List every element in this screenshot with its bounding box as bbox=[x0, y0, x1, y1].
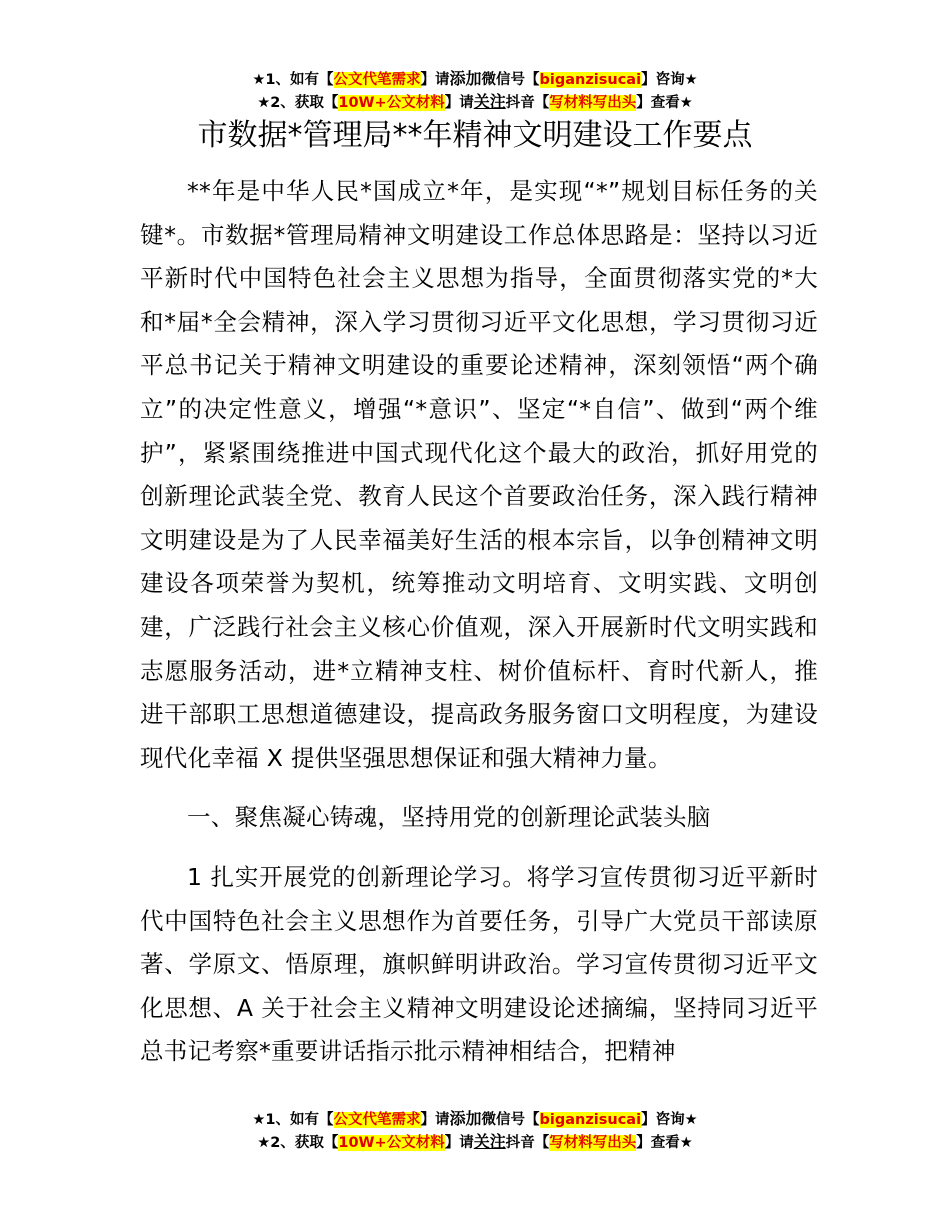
banner-text: 】请 bbox=[420, 1112, 450, 1128]
banner-line-2 bbox=[0, 91, 950, 114]
intro-paragraph: **年是中华人民*国成立*年，是实现“*”规划目标任务的关键*。市数据*管理局精神文明建设工作总体思路是：坚持以习近平新时代中国特色社会主义思想为指导，全面贯彻落实党的*大和*届*全会精神，深入学习贯彻习近平文化思想，学习贯彻习近平总书记关于精神文明建设的重要论述精神，深刻领悟“两个确立”的决定性意义，增强“*意识”、坚定“*自信”、做到“两个维护”，紧紧围绕推进中国式现代化这个最大的政治，抓好用党的创新理论武装全党、教育人民这个首要政治任务，深入践行精神文明建设是为了人民幸福美好生活的根本宗旨，以争创精神文明建设各项荣誉为契机，统筹推动文明培育、文明实践、文明创建，广泛践行社会主义核心价值观，深入开展新时代文明实践和志愿服务活动，进*立精神支柱、树价值标杆、育时代新人，推进干部职工思想道德建设，提高政务服务窗口文明程度，为建设现代化幸福 X 提供坚强思想保证和强大精神力量。 bbox=[140, 177, 818, 772]
banner-text: 微信号【 bbox=[481, 72, 540, 88]
banner-text: 】请 bbox=[444, 95, 474, 111]
banner-highlight: 10W+公文材料 bbox=[338, 1135, 445, 1151]
banner-emphasis: 添加 bbox=[449, 69, 482, 88]
banner-text: 微信号【 bbox=[481, 1112, 540, 1128]
banner-line-2 bbox=[0, 1131, 950, 1154]
banner-text: 抖音【 bbox=[505, 1135, 550, 1151]
banner-highlight: 10W+公文材料 bbox=[338, 95, 445, 111]
banner-text: 】咨询★ bbox=[641, 1112, 698, 1128]
item-paragraph: 1 扎实开展党的创新理论学习。将学习宣传贯彻习近平新时代中国特色社会主义思想作为首要任务，引导广大党员干部读原著、学原文、悟原理，旗帜鲜明讲政治。学习宣传贯彻习近平文化思想、A 关于社会主义精神文明建设论述摘编，坚持同习近平总书记考察*重要讲话指示批示精神相结合，把精神 bbox=[140, 862, 818, 1066]
banner-emphasis: 关注 bbox=[473, 1132, 506, 1151]
header-banner bbox=[0, 68, 950, 114]
document-body bbox=[140, 170, 818, 1074]
banner-text: 】查看★ bbox=[636, 1135, 693, 1151]
banner-text: ★2、获取【 bbox=[257, 1135, 339, 1151]
banner-emphasis: 添加 bbox=[449, 1109, 482, 1128]
banner-highlight: biganzisucai bbox=[539, 72, 642, 88]
banner-highlight: biganzisucai bbox=[539, 1112, 642, 1128]
banner-highlight: 公文代笔需求 bbox=[333, 1112, 421, 1128]
banner-line-1 bbox=[0, 68, 950, 91]
banner-text: ★2、获取【 bbox=[257, 95, 339, 111]
banner-text: 】咨询★ bbox=[641, 72, 698, 88]
banner-text: ★1、如有【 bbox=[252, 1112, 334, 1128]
banner-text: 】请 bbox=[444, 1135, 474, 1151]
document-title: 市数据*管理局**年精神文明建设工作要点 bbox=[197, 118, 753, 153]
banner-text: ★1、如有【 bbox=[252, 72, 334, 88]
banner-highlight: 写材料写出头 bbox=[549, 1135, 637, 1151]
footer-banner bbox=[0, 1108, 950, 1154]
banner-text: 抖音【 bbox=[505, 95, 550, 111]
banner-text: 】请 bbox=[420, 72, 450, 88]
banner-emphasis: 关注 bbox=[473, 92, 506, 111]
banner-text: 】查看★ bbox=[636, 95, 693, 111]
banner-highlight: 写材料写出头 bbox=[549, 95, 637, 111]
section-heading: 一、聚焦凝心铸魂，坚持用党的创新理论武装头脑 bbox=[187, 803, 711, 832]
banner-line-1 bbox=[0, 1108, 950, 1131]
banner-highlight: 公文代笔需求 bbox=[333, 72, 421, 88]
